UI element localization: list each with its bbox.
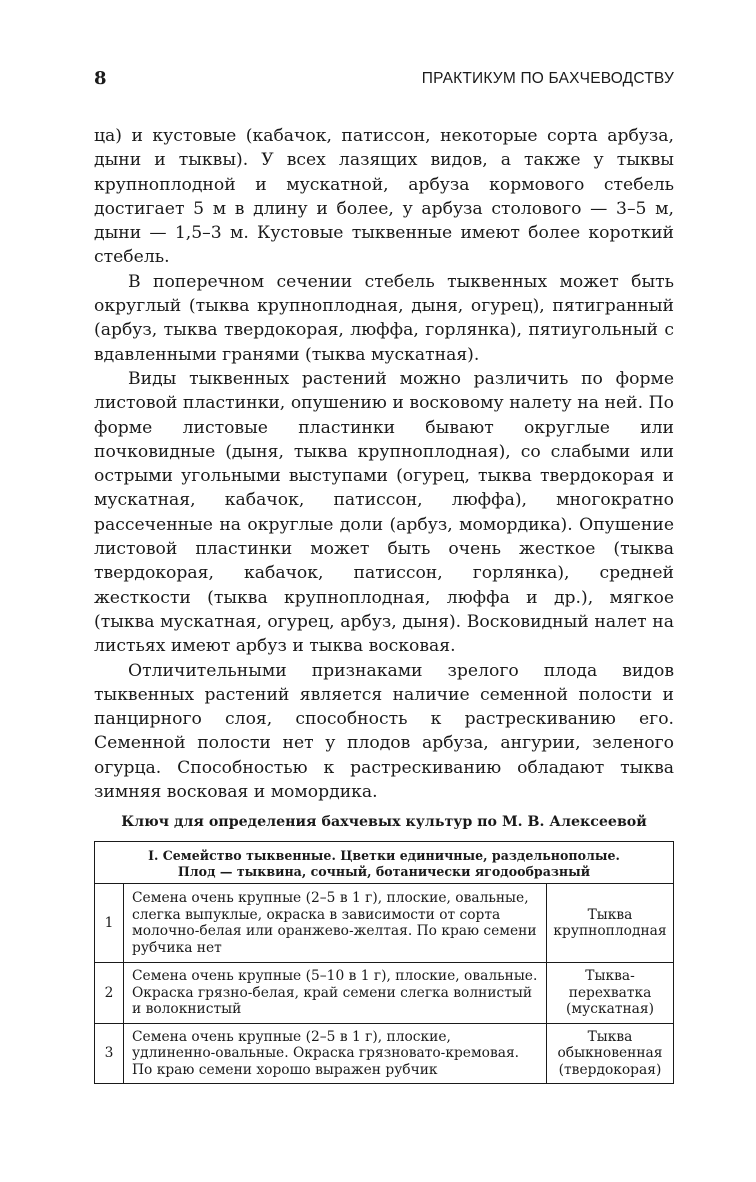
family-line-1: I. Семейство тыквенные. Цветки единичные, раздельнополые. xyxy=(148,848,620,863)
table-row xyxy=(95,963,674,1024)
row-description: Семена очень крупные (2–5 в 1 г), плоские, овальные, слегка выпуклые, окраска в зависимости от сорта молочно-белая или оранжево-желтая. По краю семени рубчика нет xyxy=(124,884,547,963)
paragraph-fruit-features: Отличительными признаками зрелого плода видов тыквенных растений является наличие семенной полости и панцирного слоя, способность к растрескиванию его. Семенной полости нет у плодов арбуза, ангурии, зеленого огурца. Способностью к растрескиванию обладают тыква зимняя восковая и момордика. xyxy=(94,660,674,803)
family-line-2: Плод — тыквина, сочный, ботанически ягодообразный xyxy=(177,863,591,879)
family-row xyxy=(95,842,674,884)
row-result: Тыква-перехватка (мускатная) xyxy=(547,963,674,1024)
body-text xyxy=(94,124,674,804)
page-number: 8 xyxy=(94,68,107,89)
paragraph-continuation: ца) и кустовые (кабачок, патиссон, некоторые сорта арбуза, дыни и тыквы). У всех лазящих видов, а также у тыквы крупноплодной и мускатной, арбуза кормового стебель достигает 5 м в длину и более, у арбуза столового — 3–5 м, дыни — 1,5–3 м. Кустовые тыквенные имеют более короткий стебель. xyxy=(94,126,674,268)
family-header-cell xyxy=(95,842,674,884)
row-number: 1 xyxy=(95,884,124,963)
row-number: 2 xyxy=(95,963,124,1024)
row-result: Тыква крупноплодная xyxy=(547,884,674,963)
running-title: ПРАКТИКУМ ПО БАХЧЕВОДСТВУ xyxy=(421,70,674,87)
identification-key-table xyxy=(94,841,674,1084)
paragraph-stem-section: В поперечном сечении стебель тыквенных может быть округлый (тыква крупноплодная, дыня, огурец), пятигранный (арбуз, тыква твердокорая, люффа, горлянка), пятиугольный с вдавленными гранями (тыква мускатная). xyxy=(94,271,674,365)
row-result: Тыква обыкновенная (твердокорая) xyxy=(547,1023,674,1084)
row-description: Семена очень крупные (5–10 в 1 г), плоские, овальные. Окраска грязно-белая, край семени слегка волнистый и волокнистый xyxy=(124,963,547,1024)
table-caption: Ключ для определения бахчевых культур по М. В. Алексеевой xyxy=(121,814,647,830)
page-header xyxy=(94,68,674,92)
paragraph-leaf-blade: Виды тыквенных растений можно различить по форме листовой пластинки, опушению и восковому налету на ней. По форме листовые пластинки бывают округлые или почковидные (дыня, тыква крупноплодная), со слабыми или острыми угольными выступами (огурец, тыква твердокорая и мускатная, кабачок, патиссон, люффа), многократно рассеченные на округлые доли (арбуз, момордика). Опушение листовой пластинки может быть очень жесткое (тыква твердокорая, кабачок, патиссон, горлянка), средней жесткости (тыква крупноплодная, люффа и др.), мягкое (тыква мускатная, огурец, арбуз, дыня). Восковидный налет на листьях имеют арбуз и тыква восковая. xyxy=(94,368,674,657)
table-row xyxy=(95,884,674,963)
row-description: Семена очень крупные (2–5 в 1 г), плоские, удлиненно-овальные. Окраска грязновато-кремовая. По краю семени хорошо выражен рубчик xyxy=(124,1023,547,1084)
row-number: 3 xyxy=(95,1023,124,1084)
table-row xyxy=(95,1023,674,1084)
